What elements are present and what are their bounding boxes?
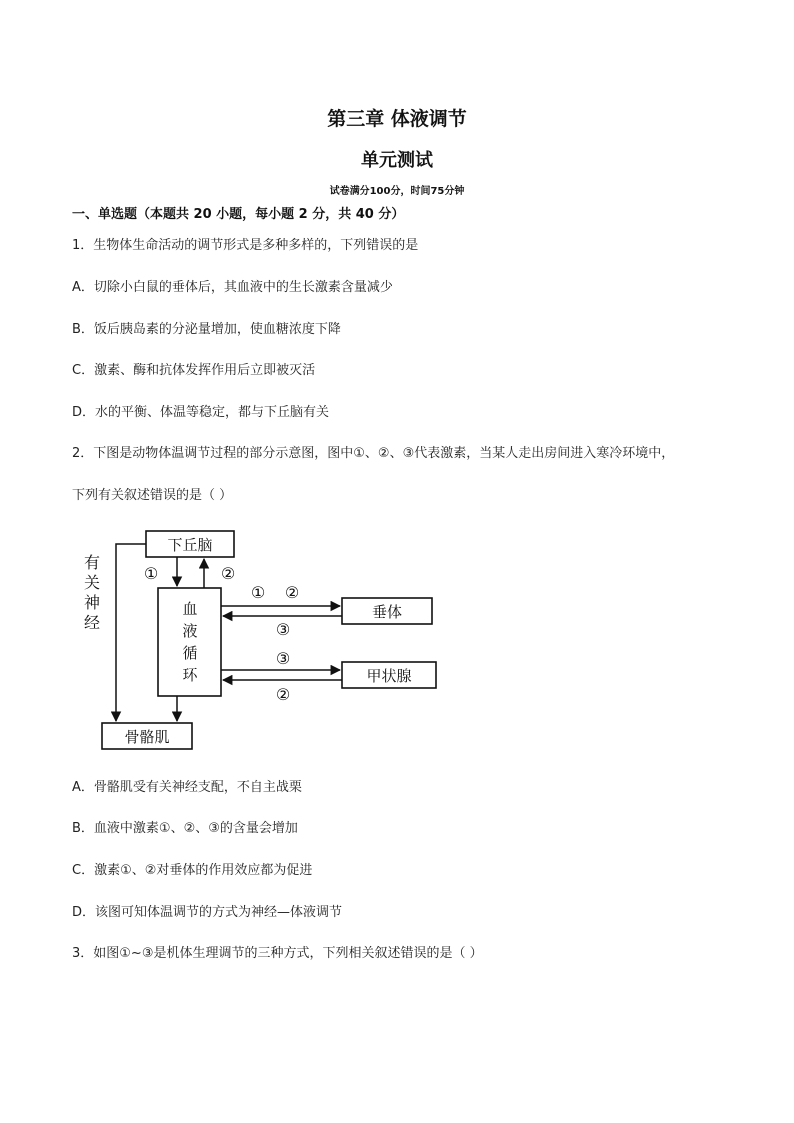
- question-2-stem-line-1: 2．下图是动物体温调节过程的部分示意图，图中①、②、③代表激素，当某人走出房间进入寒冷环境中，: [72, 446, 675, 461]
- blood-char-3: 循: [182, 644, 198, 662]
- nerve-char-2: 关: [83, 573, 101, 592]
- question-2-option-c: C．激素①、②对垂体的作用效应都为促进: [72, 863, 313, 878]
- question-2-option-d: D．该图可知体温调节的方式为神经—体液调节: [72, 905, 343, 920]
- hormone-2-label-hypothalamus: ②: [220, 564, 236, 583]
- blood-char-1: 血: [182, 600, 198, 618]
- nerve-char-1: 有: [83, 553, 101, 572]
- question-2-option-a: A．骨骼肌受有关神经支配，不自主战栗: [72, 780, 302, 795]
- nerve-pathway-arrow: [116, 544, 146, 721]
- hormone-1-label-pituitary: ①: [250, 583, 266, 602]
- hormone-3-label-pituitary: ③: [275, 620, 291, 639]
- question-1-option-b: B．饭后胰岛素的分泌量增加，使血糖浓度下降: [72, 322, 341, 337]
- chapter-title: 第三章 体液调节: [327, 108, 467, 130]
- thermoregulation-diagram: [70, 522, 450, 754]
- question-1-stem: 1．生物体生命活动的调节形式是多种多样的，下列错误的是: [72, 238, 419, 253]
- section-heading: 一、单选题（本题共 20 小题，每小题 2 分，共 40 分）: [72, 207, 405, 222]
- question-1-option-d: D．水的平衡、体温等稳定，都与下丘脑有关: [72, 405, 330, 420]
- pituitary-label: 垂体: [371, 603, 403, 621]
- exam-info: 试卷满分100分，时间75分钟: [329, 186, 465, 197]
- question-3-stem: 3．如图①~③是机体生理调节的三种方式，下列相关叙述错误的是（ ）: [72, 946, 483, 961]
- hypothalamus-label: 下丘脑: [167, 536, 213, 554]
- nerve-char-4: 经: [83, 613, 101, 632]
- hormone-2-label-thyroid: ②: [275, 685, 291, 704]
- blood-char-2: 液: [182, 622, 198, 640]
- hormone-3-label-thyroid: ③: [275, 649, 291, 668]
- skeletal-muscle-label: 骨骼肌: [124, 728, 170, 746]
- blood-char-4: 环: [182, 666, 198, 684]
- hormone-2-label-pituitary: ②: [284, 583, 300, 602]
- nerve-char-3: 神: [83, 593, 101, 612]
- hormone-1-label-hypothalamus: ①: [143, 564, 159, 583]
- question-1-option-c: C．激素、酶和抗体发挥作用后立即被灭活: [72, 363, 316, 378]
- unit-test-subtitle: 单元测试: [361, 150, 433, 171]
- question-2-stem-line-2: 下列有关叙述错误的是（ ）: [72, 488, 233, 503]
- question-2-option-b: B．血液中激素①、②、③的含量会增加: [72, 821, 298, 836]
- thyroid-label: 甲状腺: [366, 667, 412, 685]
- question-1-option-a: A．切除小白鼠的垂体后，其血液中的生长激素含量减少: [72, 280, 393, 295]
